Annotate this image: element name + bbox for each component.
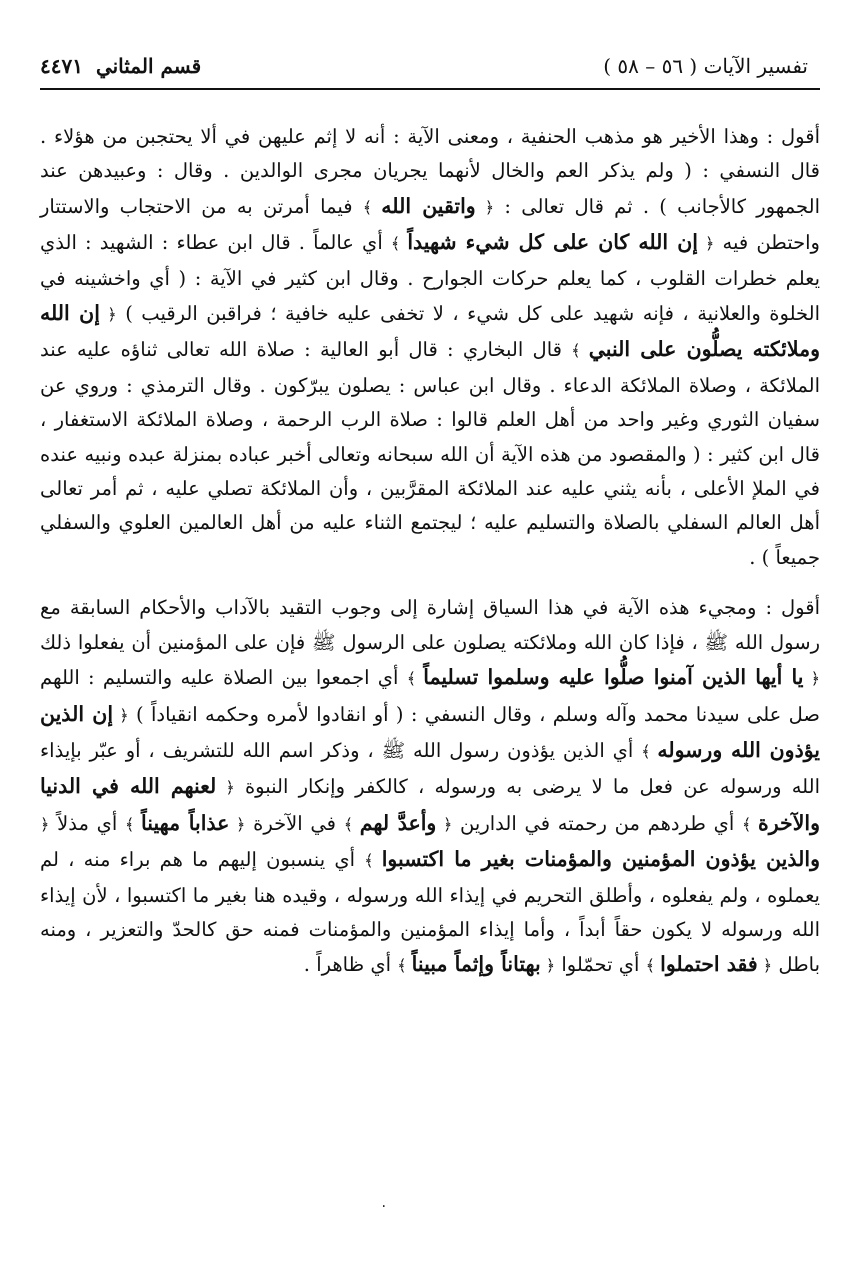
quran-quote: واتقين الله	[381, 193, 476, 218]
paragraph-1	[40, 120, 820, 575]
quran-bracket: ﴾	[741, 814, 758, 834]
commentary-text: أقول : وهذا الأخير هو مذهب الحنفية ، ومعنى الآية : أنه لا إثم عليهن في ألا يحتجبن من هؤلاء . قال النسفي : ( ولم يذكر العم والخال لأنهما يجريان مجرى الوالدين . وقال : وعبيدهن عند الجمهور كالأجانب ) . ثم قال تعالى :	[40, 125, 820, 218]
quran-quote: بهتاناً وإثماً مبيناً	[411, 952, 541, 977]
quran-quote: إن الله كان على كل شيء شهيداً	[407, 230, 698, 255]
page-number: ٤٤٧١	[40, 54, 83, 78]
quran-bracket: ﴾	[406, 669, 424, 689]
quran-bracket: ﴿	[757, 956, 773, 976]
quran-bracket: ﴾	[362, 197, 382, 217]
running-header	[40, 50, 820, 90]
commentary-text: أي عالماً . قال ابن عطاء : الشهيد : الذي يعلم خطرات القلوب ، كما يعلم حركات الجوارح . وقال ابن كثير في الآية : ( أي واخشينه في الخلوة والعلانية ، فإنه شهيد على كل شيء ، لا تخفى عليه خافية ؛ فراقبن الرقيب )	[40, 231, 820, 326]
quran-quote: إن الذين يؤذون الله ورسوله	[40, 701, 820, 762]
quran-bracket: ﴾	[125, 814, 142, 834]
quran-bracket: ﴿	[436, 814, 453, 834]
commentary-text: أي تحمّلوا	[555, 953, 646, 977]
quran-bracket: ﴿	[475, 197, 495, 217]
quran-bracket: ﴾	[397, 956, 412, 976]
quran-quote: لعنهم الله في الدنيا والآخرة	[40, 774, 820, 835]
quran-bracket: ﴿	[113, 705, 129, 725]
commentary-text: أي مذلاً	[49, 811, 126, 835]
quran-quote: وأعدَّ لهم	[359, 810, 437, 835]
section-name: قسم المثاني	[95, 54, 202, 78]
section-and-page	[40, 54, 201, 78]
header-rule	[40, 88, 820, 90]
quran-bracket: ﴿	[40, 814, 50, 834]
quran-bracket: ﴿	[99, 305, 117, 325]
footer-mark: ٠	[380, 1198, 388, 1214]
quran-bracket: ﴿	[540, 956, 556, 976]
quran-bracket: ﴿	[697, 234, 715, 254]
quran-bracket: ﴾	[645, 956, 661, 976]
commentary-text: فيما أمرتن به من الاحتجاب والاستتار واحتطن فيه	[40, 194, 820, 255]
commentary-text: أي ظاهراً .	[303, 953, 398, 977]
quran-bracket: ﴾	[571, 341, 589, 361]
page-body	[40, 120, 820, 1000]
chapter-title: تفسير الآيات ( ٥٦ – ٥٨ )	[603, 54, 808, 78]
paragraph-2	[40, 591, 820, 983]
quran-bracket: ﴾	[364, 851, 382, 871]
commentary-text: أي طردهم من رحمته في الدارين	[452, 811, 742, 835]
quran-quote: يا أيها الذين آمنوا صلُّوا عليه وسلموا تسليماً	[423, 665, 804, 690]
commentary-text: أي الذين يؤذون رسول الله ﷺ ، وذكر اسم الله للتشريف ، أو عبّر بإيذاء الله ورسوله عن فعل ما لا يرضى به ورسوله ، كالكفر وإنكار النبوة	[40, 738, 820, 799]
quran-bracket: ﴿	[803, 669, 820, 689]
commentary-text: أقول : ومجيء هذه الآية في هذا السياق إشارة إلى وجوب التقيد بالآداب والأحكام السابقة مع رسول الله ﷺ ، فإذا كان الله وملائكته يصلون على الرسول ﷺ فإن على المؤمنين أن يفعلوا ذلك	[40, 596, 820, 654]
quran-bracket: ﴿	[216, 778, 235, 798]
quran-quote: والذين يؤذون المؤمنين والمؤمنات بغير ما اكتسبوا	[381, 847, 820, 872]
commentary-text: أي ينسبون إليهم ما هم براء منه ، لم يعملوه ، ولم يفعلوه ، وأطلق التحريم في إيذاء الله ورسوله ، وقيده هنا بغير ما اكتسبوا ، لأن إيذاء الله ورسوله لا يكون حقاً أبداً ، وأما إيذاء المؤمنين والمؤمنات فمنه حق كالحدّ والتعزير ، ومنه باطل	[40, 848, 820, 977]
book-page	[40, 0, 820, 1270]
quran-quote: إن الله وملائكته يصلُّون على النبي	[40, 301, 820, 362]
quran-bracket: ﴿	[229, 814, 246, 834]
commentary-text: قال البخاري : قال أبو العالية : صلاة الله تعالى ثناؤه عليه عند الملائكة ، وصلاة الملائكة الدعاء . وقال ابن عباس : يصلون يبرّكون . وقال الترمذي : وروي عن سفيان الثوري وغير واحد من أهل العلم قالوا : صلاة الرب الرحمة ، وصلاة الملائكة الاستغفار ، قال ابن كثير : ( والمقصود من هذه الآية أن الله سبحانه وتعالى أخبر عباده بمنزلة عبده ونبيه عنده في الملإ الأعلى ، بأنه يثني عليه عند الملائكة المقرَّبين ، وأن الملائكة تصلي عليه ، ثم أمر تعالى أهل العالم السفلي بالصلاة والتسليم عليه ؛ ليجتمع الثناء عليه من أهل العالمين العلوي والسفلي جميعاً ) .	[40, 338, 820, 569]
quran-bracket: ﴾	[390, 234, 408, 254]
quran-bracket: ﴾	[641, 741, 658, 761]
quran-bracket: ﴾	[343, 814, 360, 834]
commentary-text: في الآخرة	[245, 811, 344, 835]
quran-quote: عذاباً مهيناً	[141, 810, 230, 835]
commentary-text: أي اجمعوا بين الصلاة عليه والتسليم : اللهم صل على سيدنا محمد وآله وسلم ، وقال النسفي : ( أو انقادوا لأمره وحكمه انقياداً )	[40, 666, 820, 726]
quran-quote: فقد احتملوا	[660, 952, 758, 977]
